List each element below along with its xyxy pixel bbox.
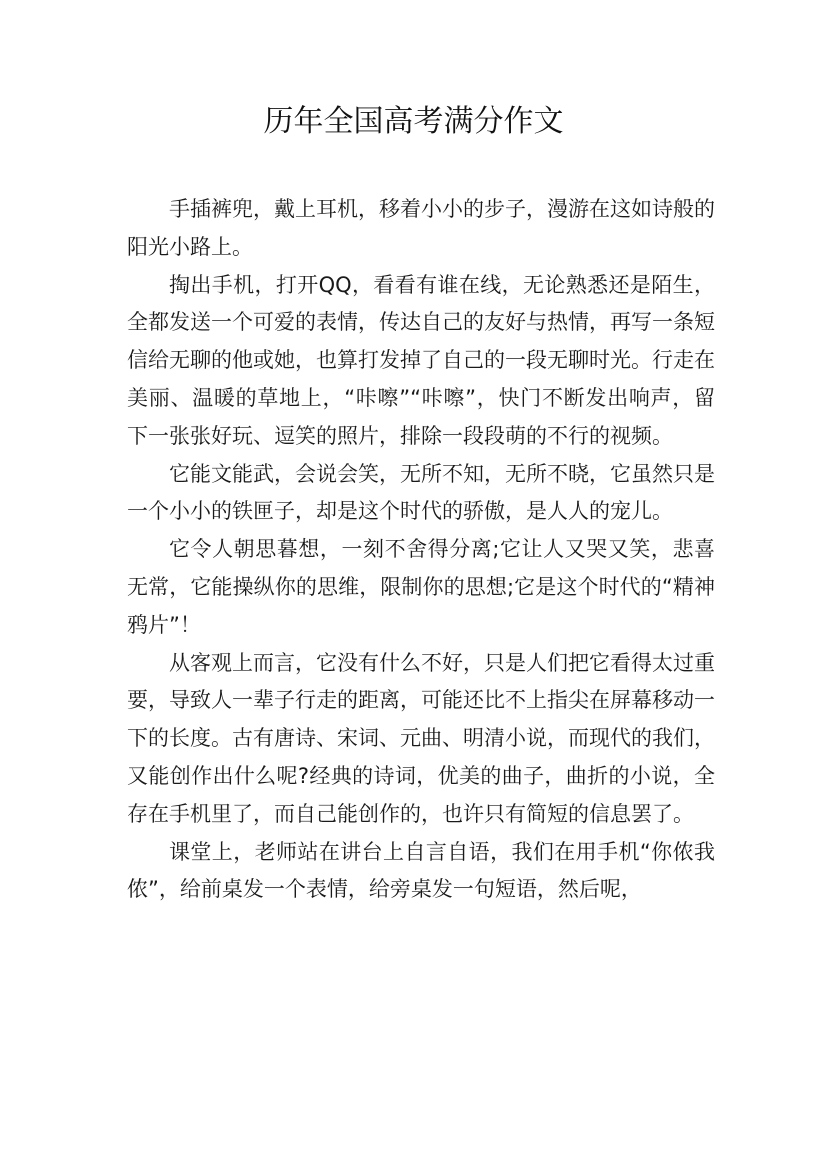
document-title: 历年全国高考满分作文	[263, 104, 564, 139]
paragraph: 掏出手机，打开QQ，看看有谁在线，无论熟悉还是陌生，全都发送一个可爱的表情，传达自己的友好与热情，再写一条短信给无聊的他或她，也算打发掉了自己的一段无聊时光。行走在美丽、温暖的草地上，“咔嚓”“咔嚓”，快门不断发出响声，留下一张张好玩、逗笑的照片，排除一段段萌的不行的视频。	[127, 272, 715, 448]
paragraph: 手插裤兜，戴上耳机，移着小小的步子，漫游在这如诗般的阳光小路上。	[127, 197, 715, 259]
paragraph: 它能文能武，会说会笑，无所不知，无所不晓，它虽然只是一个小小的铁匣子，却是这个时代的骄傲，是人人的宠儿。	[127, 461, 715, 524]
paragraph: 从客观上而言，它没有什么不好，只是人们把它看得太过重要，导致人一辈子行走的距离，可能还比不上指尖在屏幕移动一下的长度。古有唐诗、宋词、元曲、明清小说，而现代的我们，又能创作出什么呢?经典的诗词，优美的曲子，曲折的小说，全存在手机里了，而自己能创作的，也许只有简短的信息罢了。	[127, 650, 715, 826]
paragraph: 它令人朝思暮想，一刻不舍得分离;它让人又哭又笑，悲喜无常，它能操纵你的思维，限制你的思想;它是这个时代的“精神鸦片”！	[127, 537, 715, 637]
paragraph: 课堂上，老师站在讲台上自言自语，我们在用手机“你侬我侬”，给前桌发一个表情，给旁桌发一句短语，然后呢，	[127, 839, 715, 902]
essay-body	[127, 191, 715, 909]
